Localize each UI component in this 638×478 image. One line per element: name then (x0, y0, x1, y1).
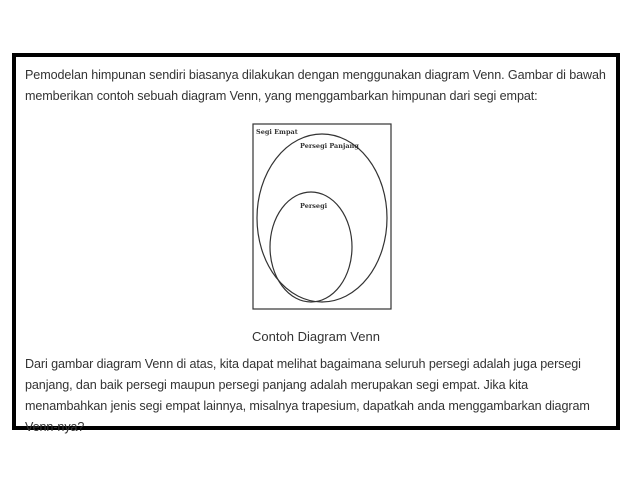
diagram-caption: Contoh Diagram Venn (252, 329, 380, 344)
intro-paragraph: Pemodelan himpunan sendiri biasanya dilakukan dengan menggunakan diagram Venn. Gambar di bawah memberikan contoh sebuah diagram Venn, yang menggambarkan himpunan dari segi empat: (25, 68, 606, 103)
outer-set-label: Persegi Panjang (300, 142, 359, 150)
closing-paragraph: Dari gambar diagram Venn di atas, kita dapat melihat bagaimana seluruh persegi adalah juga persegi panjang, dan baik persegi maupun persegi panjang adalah merupakan segi empat. Jika kita menambahkan jenis segi empat lainnya, misalnya trapesium, dapatkah anda menggambarkan diagram Venn-nya? (25, 357, 590, 434)
universe-rectangle (253, 124, 391, 309)
inner-set-label: Persegi (300, 202, 328, 210)
content-frame (12, 53, 620, 434)
universe-label: Segi Empat (256, 128, 298, 136)
venn-diagram (252, 123, 392, 313)
